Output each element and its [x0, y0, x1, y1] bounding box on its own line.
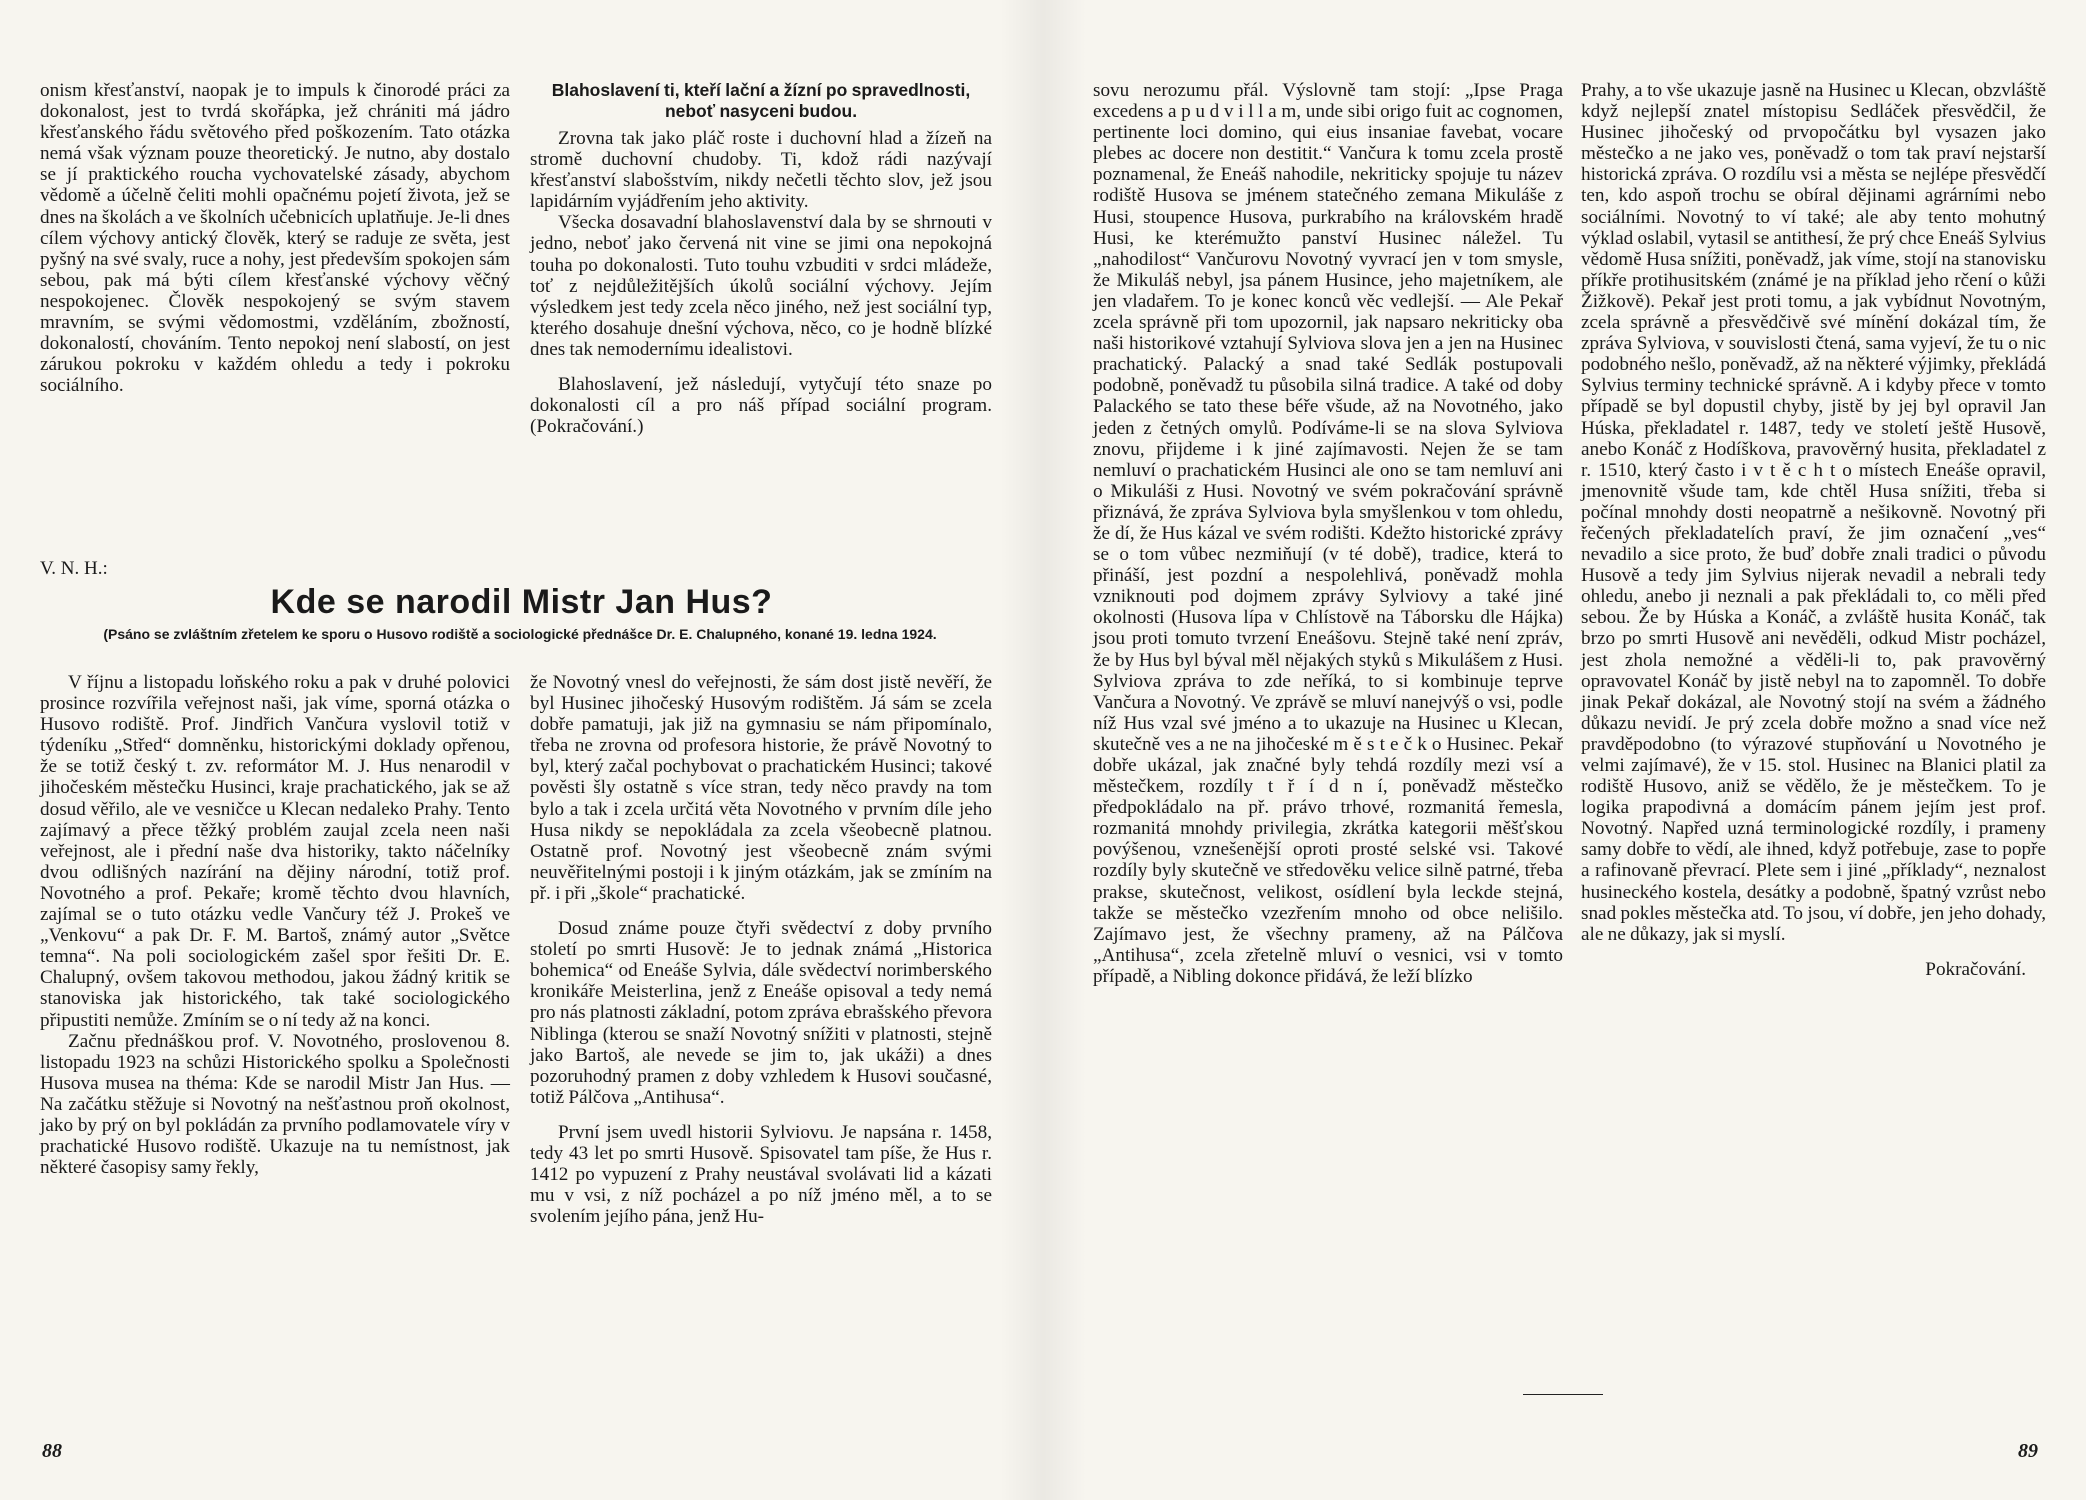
article-subtitle: (Psáno se zvláštním zřetelem ke sporu o Husovo rodiště a sociologické přednášce Dr. E. Chalupného, konané 19. ledna 1924.	[103, 626, 937, 642]
page-number: 88	[42, 1440, 62, 1462]
paragraph: Blahoslavení, jež následují, vytyčují této snaze po dokonalosti cíl a pro náš případ sociální program. (Pokračování.)	[530, 374, 992, 438]
paragraph: V říjnu a listopadu loňského roku a pak v druhé polovici prosince rozvířila veřejnost naši, jak víme, sporná otázka o Husovo rodiště. Prof. Jindřich Vančura vyslovil totiž v týdeníku „Střed“ domněnku, historickými doklady opřenou, že se totiž český t. zv. reformátor M. J. Hus nenarodil v jihočeském městečku Husinci, kraje prachatického, jak se až dosud věřilo, ale ve vesničce u Klecan nedaleko Prahy. Tento zajímavý a přece těžký problém zaujal zcela neen naši veřejnost, ale i přední naše dva historiky, takto náčelníky dvou odlišných nazírání na dějiny národní, totiž prof. Novotného a prof. Pekaře; kromě těchto dvou hlavních, zajímal se o tuto otázku vedle Vančury též J. Prokeš ve „Venkovu“ a pak Dr. F. M. Bartoš, známý autor „Světce temna“. Na poli sociologickém zašel spor řešiti Dr. E. Chalupný, ovšem takovou methodou, jakou žádný kritik se stanoviska jak historického, tak také sociologického připustiti nemůže. Zmíním se o ní tedy až na konci.	[40, 672, 510, 1031]
paragraph: Začnu přednáškou prof. V. Novotného, proslovenou 8. listopadu 1923 na schůzi Historického spolku a Společnosti Husova musea na théma: Kde se narodil Mistr Jan Hus. — Na začátku stěžuje si Novotný na nešťastnou proň okolnost, jako by prý on byl pokládán za prvního podlamovatele víry v prachatické Husovo rodiště. Ukazuje na tu nemístnost, jak některé časopisy samy řekly,	[40, 1030, 510, 1179]
end-rule	[1523, 1394, 1603, 1395]
paragraph: onism křesťanství, naopak je to impuls k činorodé práci za dokonalost, jest to tvrdá skořápka, jež chrániti má jádro křesťanského řádu světového před poškozením. Tato otázka nemá však význam pouze theoretický. Je nutno, aby dostalo se jí praktického roucha vychovatelské zásady, abychom vědomě a účelně čeliti mohli opačnému pojetí života, jež se dnes na školách a ve školních učebnicích uplatňuje. Je-li dnes cílem výchovy antický člověk, který se raduje ze světa, jest pyšný na své svaly, ruce a nohy, jest především spokojen sám sebou, pak má býti cílem křesťanské výchovy věčný nespokojenec. Člověk nespokojený se svým stavem mravním, se svými vědomostmi, vzděláním, zbožností, dokonalostí, chováním. Tento nepokoj není slabostí, on jest zárukou pokroku v každém ohledu a tedy i pokroku sociálního.	[40, 80, 510, 397]
left-col2-top	[530, 80, 992, 437]
paragraph: Dosud známe pouze čtyři svědectví z doby prvního století po smrti Husově: Je to jednak známá „Historica bohemica“ od Eneáše Sylvia, dále svědectví norimberského kronikáře Meisterlina, jenž z Eneáše opisoval a tedy nemá pro nás platnosti základní, potom zpráva ebrašského převora Niblinga (kterou se snaží Novotný snížiti v platnosti, stejně jako Bartoš, ale nevede se jim to, jak ukáži) a dnes pozoruhodný pramen z doby vzhledem k Husovi současné, totiž Pálčova „Antihusa“.	[530, 918, 992, 1108]
right-col3	[1093, 80, 1563, 987]
right-col4	[1581, 80, 2046, 980]
paragraph: sovu nerozumu přál. Výslovně tam stojí: „Ipse Praga excedens a p u d v i l l a m, unde sibi origo fuit ac cognomen, pertinente loci domino, qui eius insaniae favebat, vocare plebes ac docere non destitit.“ Vančura k tomu zcela prostě poznamenal, že Eneáš nahodile, nekriticky spojuje tu název rodiště Husova se jménem statečného zemana Mikuláše z Husi, stoupence Husova, purkrabího na královském hradě Husi, ke kterémužto panství Husinec náležel. Tu „nahodilost“ Vančurovu Novotný vyvrací jen v tom smysle, že Mikuláš nebyl, jsa pánem Husince, jeho majetníkem, ale jen vladařem. To je konec konců věc vedlejší. — Ale Pekař zcela správně při tom upozornil, jak napsaro nekriticky oba naši historikové vztahují Sylviova slova jen a jen na Husinec prachatický. Palacký a snad také Sedlák postupovali podobně, poněvadž tu působila silná tradice. A také od doby Palackého se tato these béře všude, až na Novotného, jako jeden z četných omylů. Podíváme-li se na slova Sylviova znovu, přijdeme i k jiné zajímavosti. Nejen že se tam nemluví o prachatickém Husinci ale ono se tam nemluví ani o Mikuláši z Husi. Novotný ve svém pokračování správně přiznává, že zpráva Sylviova byla smyšlenkou v tom ohledu, že dí, že Hus kázal ve svém rodišti. Kdežto historické zprávy se o tom vůbec nezmiňují (v té době), tradice, která to přináší, jest pozdní a nespolehlivá, poněvadž mohla vzniknouti pod dojmem zprávy Sylviovy a také jiné okolnosti (Husova lípa v Chlístově na Táborsku dle Hájka) jsou proti tomuto tvrzení Eneášovu. Stejně také není zpráv, že by Hus byl býval měl nějakých styků s Mikulášem z Husi. Sylviova zpráva to zde neříká, to si kombinuje teprve Vančura a Novotný. Ve zprávě se mluví nanejvýš o vsi, podle níž Hus vzal své jméno a to ukazuje na Husinec u Klecan, skutečně ves a ne na jihočeské m ě s t e č k o Husinec. Pekař dobře ukázal, jak značné byly tehdá rozdíly mezi vsí a městečkem, rozdíly t ř í d n í, poněvadž městečko předpokládalo na př. právo trhové, rozmanitá řemesla, rozmanitá mnohdy privilegia, zkrátka kategorii měšťskou povýšenou, vznešenější oproti prosté selské vsi. Takové rozdíly byly skutečně ve středověku velice silně patrné, třeba prakse, skutečnost, velikost, osídlení byla leckde stejná, takže se městečko vzezřením mnoho od obce nelišilo. Zajímavo jest, že všechny prameny, až na Pálčova „Antihusa“, zcela zřetelně mluví o vesnici, vsi v tomto případě, a Nibling dokonce přidává, že leží blízko	[1093, 80, 1563, 987]
paragraph: Zrovna tak jako pláč roste i duchovní hlad a žízeň na stromě duchovní chudoby. Ti, kdož rádi nazývají křesťanství slabošstvím, nikdy nečetli těchto slov, jež jsou lapidárním vyjádřením jeho aktivity.	[530, 128, 992, 213]
beatitude-heading: Blahoslavení ti, kteří lační a žízní po spravedlnosti, neboť nasyceni budou.	[551, 80, 971, 121]
left-col2-article	[530, 672, 992, 1227]
left-col1-top	[40, 80, 510, 396]
continued-note: Pokračování.	[1925, 958, 2026, 980]
left-col1-article	[40, 672, 510, 1178]
paragraph: Všecka dosavadní blahoslavenství dala by se shrnouti v jedno, neboť jako červená nit vine se jimi ona nepokojná touha po dokonalosti. Tuto touhu vzbuditi v srdci mládeže, toť z nejdůležitějších úkolů sociální výchovy. Jejím výsledkem jest tedy zcela něco jiného, než jest sociální typ, kterého dosahuje dnešní výchova, něco, co je hodně blízké dnes tak nemodernímu idealistovi.	[530, 212, 992, 360]
article-title: Kde se narodil Mistr Jan Hus?	[270, 583, 773, 621]
page-number: 89	[2018, 1440, 2038, 1462]
author-signature: V. N. H.:	[40, 558, 108, 579]
page-right	[1043, 0, 2086, 1500]
paragraph: Prahy, a to vše ukazuje jasně na Husinec u Klecan, obzvláště když nejlepší znatel místopisu Sedláček přesvědčil, že Husinec jihočeský od prvopočátku byl vysazen jako městečko a ne jako ves, poněvadž o tom tak praví nejstarší historická zpráva. O rozdílu vsi a města se nejlépe přesvědčí ten, kdo aspoň trochu se obíral dějinami agrárními nebo sociálními. Novotný to ví také; ale aby tento mohutný výklad oslabil, vytasil se antithesí, že prý chce Eneáš Sylvius vědomě Husa snížiti, poněvadž, jak víme, stojí na stanovisku příkře protihusitském (známé je na příklad jeho rčení o kůži Žižkově). Pekař jest proti tomu, a jak vybídnut Novotným, zcela správně a přesvědčivě své mínění dokázal tím, že zpráva Sylviova, v souvislosti čtená, sama vyjeví, že tu o nic podobného nešlo, poněvadž, až na některé výjimky, překládá Sylvius terminy technické správně. A i kdyby přece v tomto případě se byl dopustil chyby, jistě by jej byl opravil Jan Húska, překladatel r. 1487, tedy ve století ještě Husově, anebo Konáč z Hodíškova, pravověrný husita, překladatel z r. 1510, který často i v t ě c h t o místech Eneáše opravil, jmenovnitě všude tam, kde chtěl Husa snížiti, třeba si počínal mnohdy dosti neopatrně a nešikovně. Novotný při řečených překladatelích praví, že jim označení „ves“ nevadilo a sice proto, že buď dobře znali tradici o původu Husově a tedy jim Sylvius nijerak nevadil a nebrali tedy ohledu, anebo ji neznali a pak překládali to, co měli před sebou. Že by Húska a Konáč, a zvláště husita Konáč, tak brzo po smrti Husově ani nevěděli, odkud Mistr pocházel, jest zhola nemožné a věděli-li to, pak pravověrný opravovatel Konáč by jistě nebyl na to zapomněl. To dobře jinak Pekař dokázal, ale Novotný stojí na svém a žádného důkazu nevidí. Je prý zcela dobře možno a snad více než pravděpodobno (to výrazové stupňování u Novotného je velmi zajímavé), že v 15. stol. Husinec na Blanici platil za rodiště Husovo, aniž se vědělo, že je městečkem. To je logika prapodivná a domácím pánem jejím jest prof. Novotný. Napřed uzná terminologické rozdíly, i prameny samy dobře to vědí, ale ihned, když potřebuje, zase to popře a rafinovaně převrací. Plete sem i jiné „příklady“, neznalost husineckého kostela, desátky a podobně, špatný vzrůst nebo snad pokles městečka atd. To jsou, ví dobře, jen jeho dohady, ale ne důkazy, jak si myslí.	[1581, 80, 2046, 945]
paragraph: že Novotný vnesl do veřejnosti, že sám dost jistě nevěří, že byl Husinec jihočeský Husovým rodištěm. Já sám se zcela dobře pamatuji, jak již na gymnasiu se nám připomínalo, třeba ne zrovna od profesora historie, že právě Novotný to byl, který začal pochybovat o prachatickém Husinci; takové pověsti šly ostatně s více stran, tedy něco pravdy na tom bylo a tak i zcela určitá věta Novotného v prvním díle jeho Husa nikdy se nepokládala za zcela všeobecně platnou. Ostatně prof. Novotný jest všeobecně znám svými neuvěřitelnými postoji i k jiným otázkám, jak se zmíním na př. i při „škole“ prachatické.	[530, 672, 992, 904]
paragraph: První jsem uvedl historii Sylviovu. Je napsána r. 1458, tedy 43 let po smrti Husově. Spisovatel tam píše, že Hus r. 1412 po vypuzení z Prahy neustával svolávati lid a kázati mu v vsi, z níž pocházel a po níž jméno měl, a to se svolením jejího pána, jenž Hu-	[530, 1121, 992, 1228]
